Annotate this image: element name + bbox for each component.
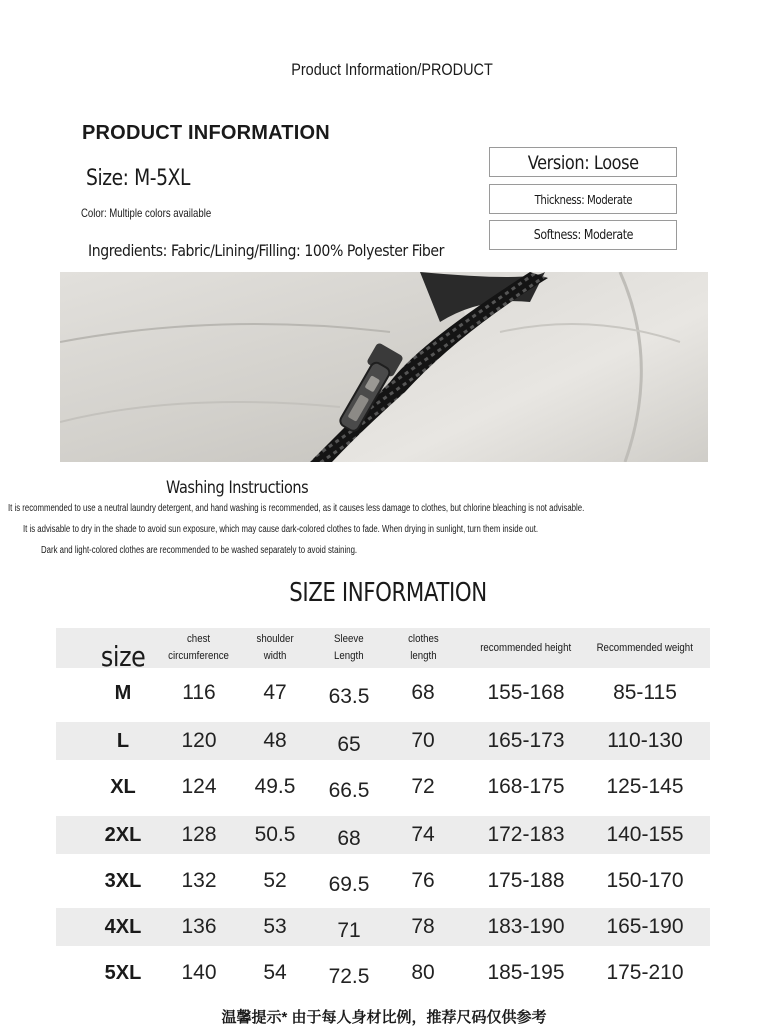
cell-height-value: 155-168 [487,681,565,704]
cell-chest-value: 128 [181,823,217,846]
cell-weight-value: 125-145 [606,775,684,798]
cell-shoulder [244,862,306,900]
cell-size [76,768,170,806]
thickness-tag [489,184,677,214]
cell-chest-value: 116 [182,681,216,704]
cell-clothes-length-value: 76 [411,869,435,892]
header-clothes-length: clothes length [407,633,439,662]
product-info-heading: PRODUCT INFORMATION [82,122,330,144]
cell-sleeve-value: 69.5 [328,873,370,896]
cell-size-value: M [114,681,132,704]
cell-weight [586,768,704,806]
size-row-xl [56,768,710,806]
washing-instruction-line: It is recommended to use a neutral laundry detergent, and hand washing is recommended, as it causes less damage to clothes, but chlorine bleaching is not advisable. [8,503,585,514]
cell-size [76,908,170,946]
cell-sleeve-value: 65 [337,733,361,756]
color-note-text: Color: Multiple colors available [81,206,212,220]
washing-instruction-line: It is advisable to dry in the shade to avoid sun exposure, which may cause dark-colored clothes to fade. When drying in sunlight, turn them inside out. [23,524,539,535]
cell-weight-value: 165-190 [606,915,684,938]
size-row-m [56,674,710,712]
washing-instruction-line: Dark and light-colored clothes are recommended to be washed separately to avoid staining. [41,545,358,556]
cell-shoulder-value: 49.5 [254,775,296,798]
cell-height-value: 168-175 [487,775,565,798]
size-table-header-row [56,628,710,673]
cell-weight-value: 85-115 [613,681,677,704]
cell-chest-value: 140 [181,961,217,984]
cell-size [76,954,170,992]
cell-size-value: 4XL [104,915,142,938]
cell-clothes-length [392,722,454,760]
cell-chest [162,954,236,992]
page-header-title: Product Information/PRODUCT [291,60,493,79]
cell-clothes-length-value: 70 [411,729,435,752]
cell-shoulder [244,768,306,806]
cell-size-value: L [116,729,130,752]
cell-weight [586,816,704,854]
cell-height [466,908,586,946]
size-row-2xl [56,816,710,854]
size-row-5xl [56,954,710,992]
cell-height [466,862,586,900]
header-recommended-height: recommended height [480,641,572,654]
size-row-3xl [56,862,710,900]
cell-size-value: XL [110,775,136,798]
cell-chest [162,674,236,712]
cell-height [466,722,586,760]
cell-chest-value: 120 [181,729,217,752]
cell-weight [586,674,704,712]
cell-chest [162,908,236,946]
cell-clothes-length [392,862,454,900]
cell-sleeve-value: 71 [337,919,361,942]
header-chest: chest circumference [168,633,230,662]
cell-chest-value: 136 [181,915,217,938]
softness-tag-label: Softness: Moderate [533,228,633,243]
cell-shoulder-value: 52 [263,869,287,892]
header-sleeve: Sleeve Length [334,633,364,662]
cell-sleeve [318,866,380,904]
cell-clothes-length [392,954,454,992]
cell-chest-value: 132 [181,869,217,892]
cell-weight [586,862,704,900]
cell-clothes-length [392,768,454,806]
cell-shoulder-value: 48 [263,729,287,752]
softness-tag [489,220,677,250]
cell-size [76,862,170,900]
cell-chest [162,722,236,760]
cell-shoulder [244,816,306,854]
size-information-heading: SIZE INFORMATION [289,578,487,608]
cell-shoulder-value: 47 [263,681,287,704]
header-recommended-weight: Recommended weight [596,641,694,654]
cell-sleeve-value: 63.5 [328,685,370,708]
cell-weight-value: 175-210 [606,961,684,984]
cell-chest [162,816,236,854]
cell-chest-value: 124 [181,775,217,798]
cell-clothes-length [392,816,454,854]
footer-note: 温馨提示* 由于每人身材比例，推荐尺码仅供参考 [221,1009,547,1026]
cell-clothes-length-value: 72 [411,775,435,798]
cell-clothes-length-value: 80 [411,961,435,984]
version-tag [489,147,677,177]
size-row-l [56,722,710,760]
cell-sleeve-value: 68 [337,827,361,850]
cell-sleeve [318,912,380,950]
cell-shoulder [244,674,306,712]
cell-shoulder-value: 50.5 [254,823,296,846]
cell-size-value: 5XL [104,961,142,984]
cell-height [466,674,586,712]
cell-clothes-length-value: 68 [411,681,435,704]
cell-height [466,768,586,806]
size-range-text: Size: M-5XL [86,166,190,191]
cell-shoulder [244,954,306,992]
cell-sleeve [318,772,380,810]
cell-size-value: 3XL [104,869,142,892]
washing-instructions-title: Washing Instructions [166,478,309,498]
jacket-zipper-illustration [60,272,708,462]
cell-weight [586,722,704,760]
cell-clothes-length-value: 74 [411,823,435,846]
cell-weight-value: 110-130 [607,729,683,752]
cell-sleeve [318,678,380,716]
thickness-tag-label: Thickness: Moderate [534,193,632,207]
cell-sleeve [318,726,380,764]
jacket-zipper-photo [60,272,708,462]
cell-height-value: 185-195 [487,961,565,984]
cell-shoulder-value: 53 [263,915,287,938]
cell-shoulder-value: 54 [263,961,287,984]
cell-clothes-length-value: 78 [411,915,435,938]
cell-weight [586,954,704,992]
size-row-4xl [56,908,710,946]
header-size: size [100,639,146,673]
cell-weight [586,908,704,946]
cell-height [466,954,586,992]
cell-sleeve [318,958,380,996]
cell-shoulder [244,722,306,760]
cell-chest [162,768,236,806]
cell-size [76,674,170,712]
cell-clothes-length [392,674,454,712]
cell-sleeve-value: 66.5 [328,779,370,802]
cell-clothes-length [392,908,454,946]
cell-sleeve-value: 72.5 [328,965,370,988]
cell-height-value: 165-173 [487,729,565,752]
cell-height-value: 172-183 [487,823,565,846]
cell-size [76,722,170,760]
cell-chest [162,862,236,900]
ingredients-text: Ingredients: Fabric/Lining/Filling: 100% Polyester Fiber [88,241,444,260]
cell-shoulder [244,908,306,946]
cell-sleeve [318,820,380,858]
cell-weight-value: 150-170 [606,869,684,892]
cell-height-value: 175-188 [487,869,565,892]
version-tag-label: Version: Loose [527,152,639,174]
cell-weight-value: 140-155 [606,823,684,846]
cell-size [76,816,170,854]
cell-height-value: 183-190 [487,915,565,938]
cell-height [466,816,586,854]
cell-size-value: 2XL [104,823,142,846]
header-shoulder: shoulder width [256,633,294,662]
